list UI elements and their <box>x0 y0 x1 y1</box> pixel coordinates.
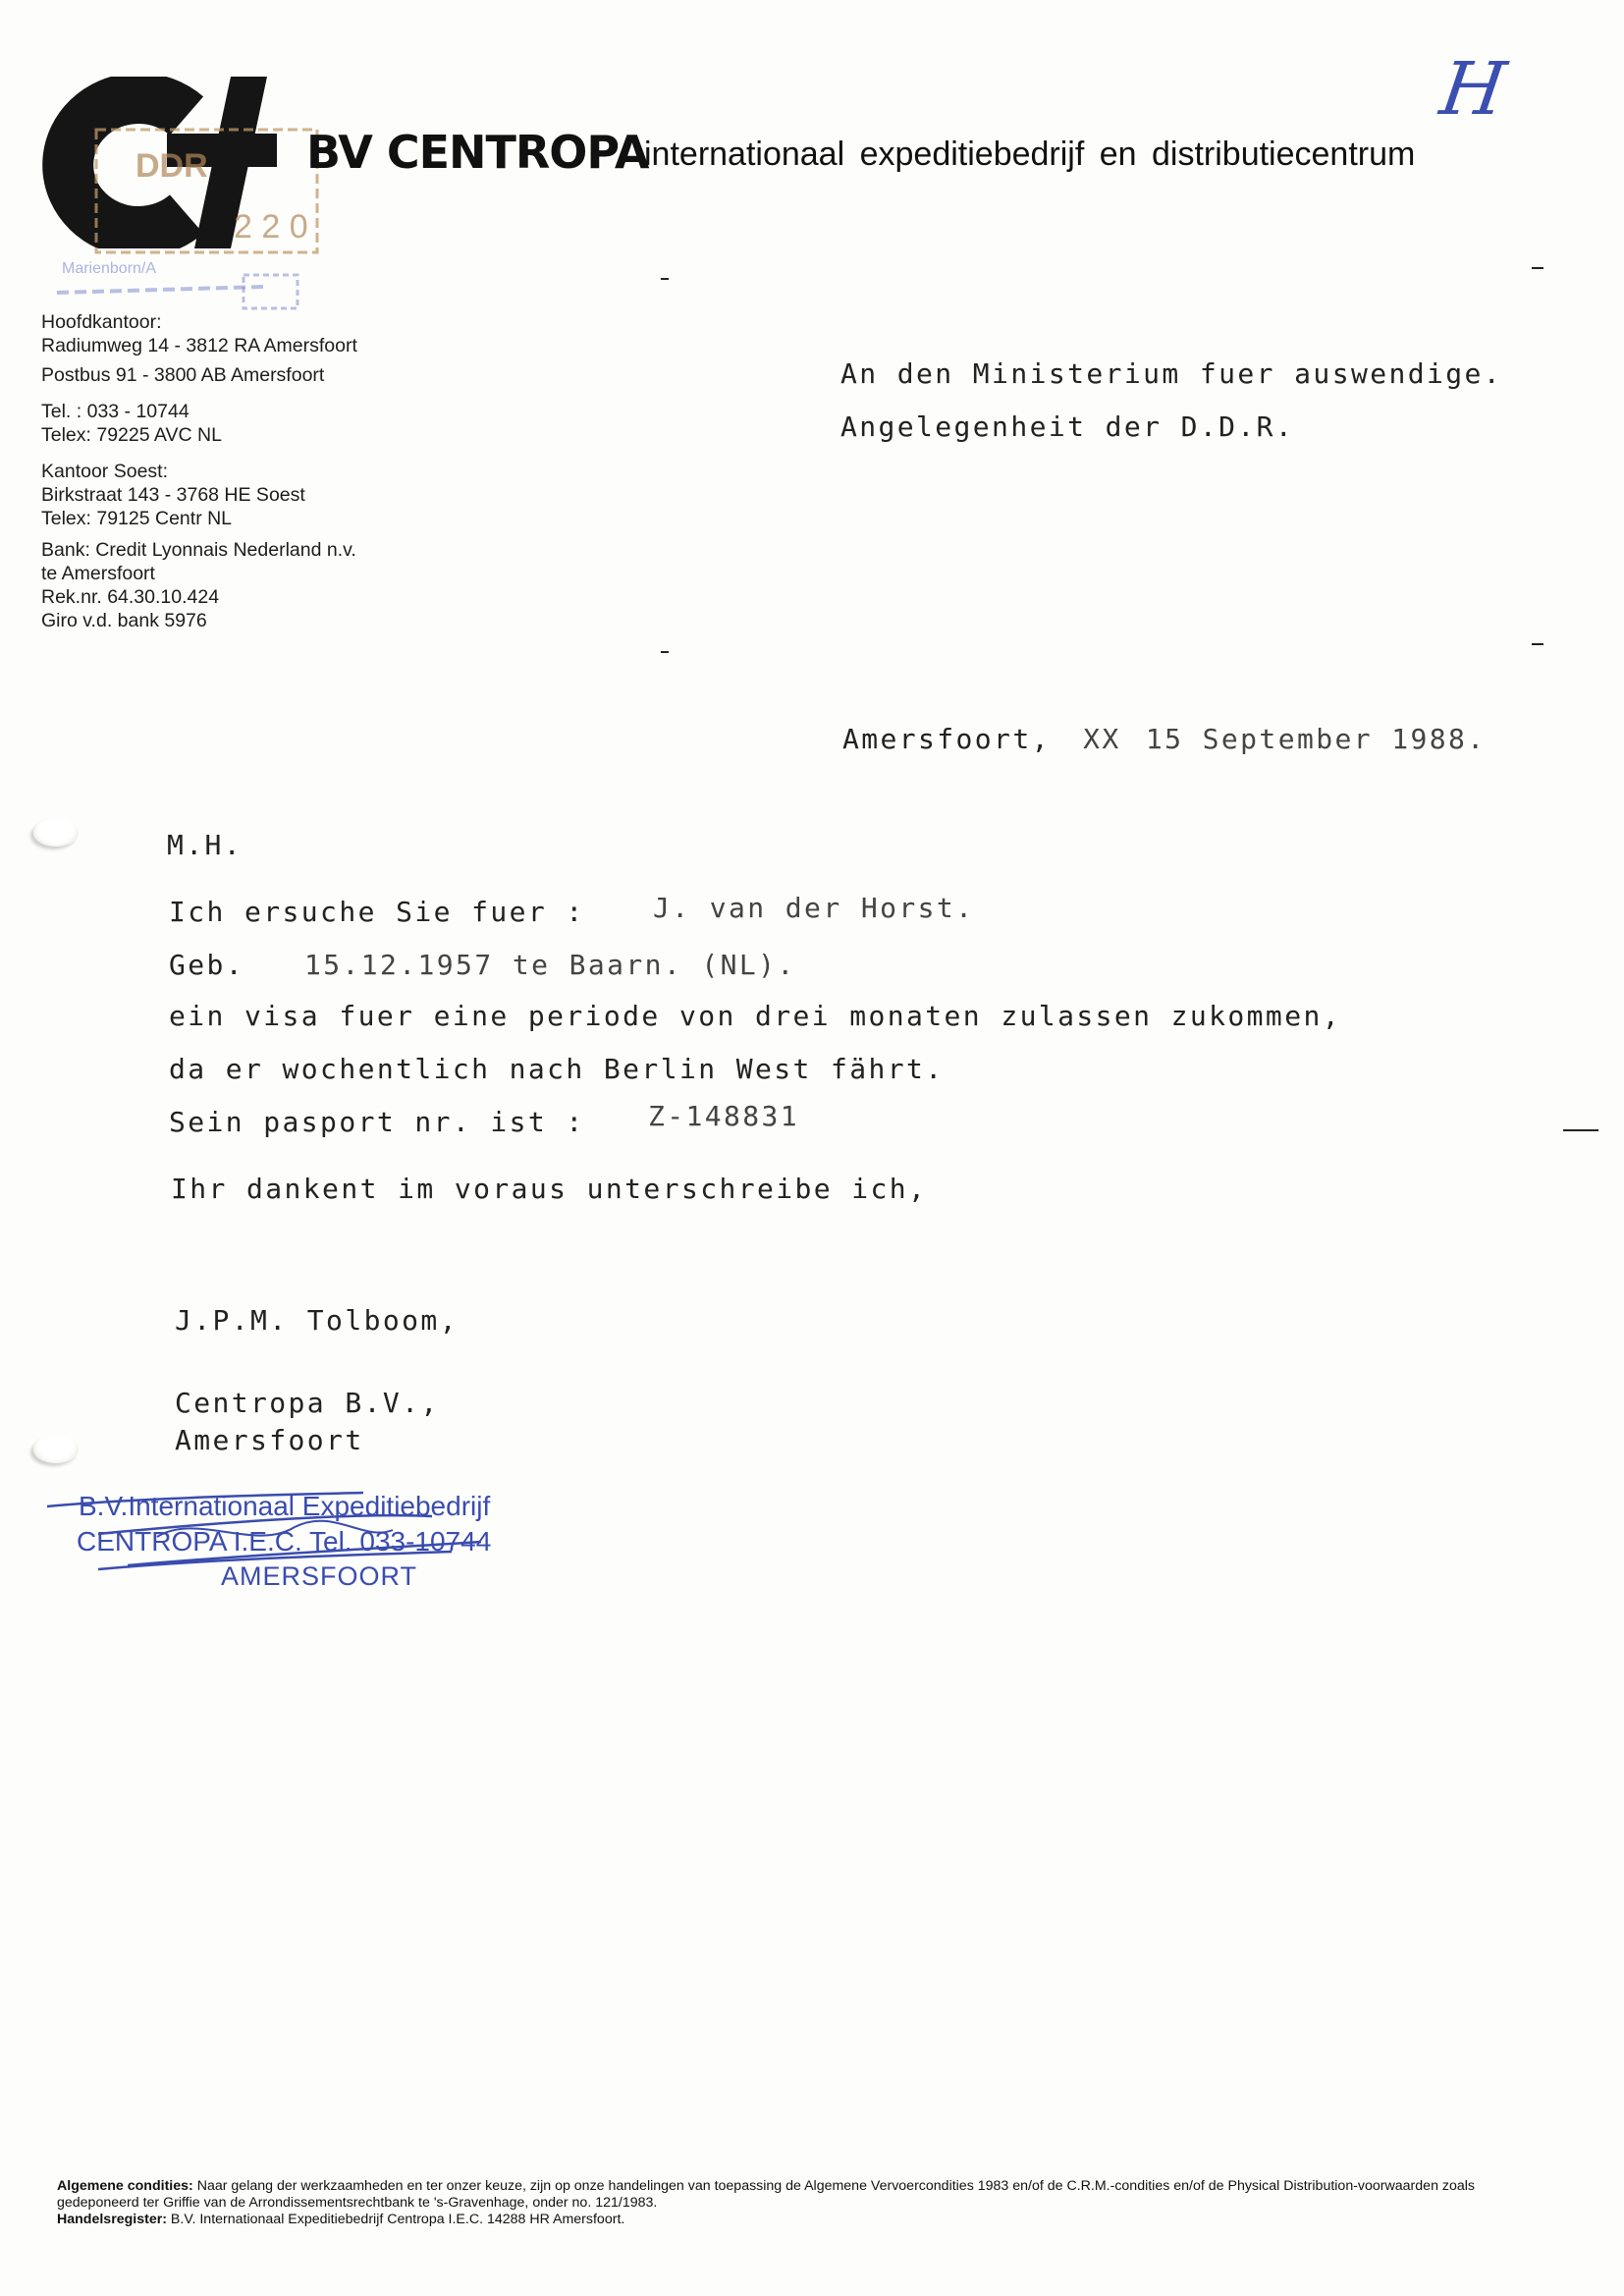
body-line-5-label: Sein pasport nr. ist : <box>169 1106 585 1138</box>
body-line-3: ein visa fuer eine periode von drei monaten zulassen zukommen, <box>169 1000 1341 1032</box>
stamp-line-3: AMERSFOORT <box>221 1561 418 1591</box>
birth-details: 15.12.1957 te Baarn. (NL). <box>304 949 796 981</box>
svg-text:Marienborn/A: Marienborn/A <box>62 260 157 277</box>
contact-block <box>41 400 222 447</box>
stamp-line-1: B.V.Internationaal Expeditiebedrijf <box>79 1491 491 1521</box>
head-office-street: Radiumweg 14 - 3812 RA Amersfoort <box>41 335 357 356</box>
punch-hole <box>33 819 79 847</box>
signature-scribble-icon <box>39 1483 589 1601</box>
date-strikeout: XX <box>1083 723 1121 755</box>
date-place: Amersfoort, <box>842 723 1051 755</box>
footer-conditions <box>57 2178 1549 2228</box>
salutation: M.H. <box>167 829 244 861</box>
body-line-1-label: Ich ersuche Sie fuer : <box>169 896 585 928</box>
conditions-label: Algemene condities: <box>57 2178 193 2194</box>
window-mark <box>661 278 669 280</box>
company-stamp <box>39 1483 589 1601</box>
soest-office <box>41 460 305 530</box>
fold-mark <box>1563 1129 1598 1131</box>
handwritten-mark: H <box>1435 47 1511 132</box>
bank-giro: Giro v.d. bank 5976 <box>41 610 207 631</box>
svg-text:DDR: DDR <box>135 147 208 185</box>
bank-name: Bank: Credit Lyonnais Nederland n.v. <box>41 539 356 561</box>
window-mark <box>661 651 669 653</box>
body-line-2-label: Geb. <box>169 949 245 981</box>
recipient-line-1: An den Ministerium fuer auswendige. <box>840 357 1503 390</box>
register-text: B.V. Internationaal Expeditiebedrijf Centropa I.E.C. 14288 HR Amersfoort. <box>170 2212 625 2227</box>
window-mark <box>1532 267 1543 269</box>
dateline <box>842 723 1487 755</box>
company-tagline: internationaal expeditiebedrijf en distributiecentrum <box>644 136 1416 173</box>
passport-number: Z-148831 <box>648 1100 800 1132</box>
telephone: Tel. : 033 - 10744 <box>41 401 189 422</box>
head-office-address <box>41 310 357 357</box>
bank-details <box>41 538 356 632</box>
soest-label: Kantoor Soest: <box>41 461 168 482</box>
punch-hole <box>33 1436 79 1463</box>
postbus-address <box>41 363 324 387</box>
recipient-line-2: Angelegenheit der D.D.R. <box>840 410 1295 443</box>
head-office-label: Hoofdkantoor: <box>41 311 162 333</box>
signatory-company: Centropa B.V., <box>175 1387 440 1419</box>
postmark-stamp <box>57 128 342 324</box>
register-label: Handelsregister: <box>57 2212 167 2227</box>
applicant-name: J. van der Horst. <box>653 892 975 924</box>
stamp-line-2: CENTROPA I.E.C. Tel. 033-10744 <box>77 1526 492 1557</box>
window-mark <box>1532 643 1543 645</box>
soest-street: Birkstraat 143 - 3768 HE Soest <box>41 484 305 506</box>
bank-account: Rek.nr. 64.30.10.424 <box>41 586 220 608</box>
soest-telex: Telex: 79125 Centr NL <box>41 508 233 529</box>
telex: Telex: 79225 AVC NL <box>41 424 222 446</box>
company-name: BV CENTROPA <box>306 126 649 179</box>
svg-text:2 2 0: 2 2 0 <box>234 208 308 246</box>
bank-city: te Amersfoort <box>41 563 155 584</box>
signatory-name: J.P.M. Tolboom, <box>175 1304 459 1337</box>
signatory-city: Amersfoort <box>175 1424 364 1456</box>
body-line-4: da er wochentlich nach Berlin West fährt. <box>169 1053 945 1085</box>
date-value: 15 September 1988. <box>1145 723 1487 755</box>
conditions-text: Naar gelang der werkzaamheden en ter onzer keuze, zijn op onze handelingen van toepassing de Algemene Vervoercondities 1983 en/of de C.R.M.-condities en/of de Physical Distribution-voorwaarden zoals gedeponeerd ter Griffie van de Arrondissementsrechtbank te 's-Gravenhage, onder no. 121/1983. <box>57 2178 1476 2211</box>
postbus-line: Postbus 91 - 3800 AB Amersfoort <box>41 364 325 386</box>
body-line-6: Ihr dankent im voraus unterschreibe ich, <box>171 1173 928 1205</box>
